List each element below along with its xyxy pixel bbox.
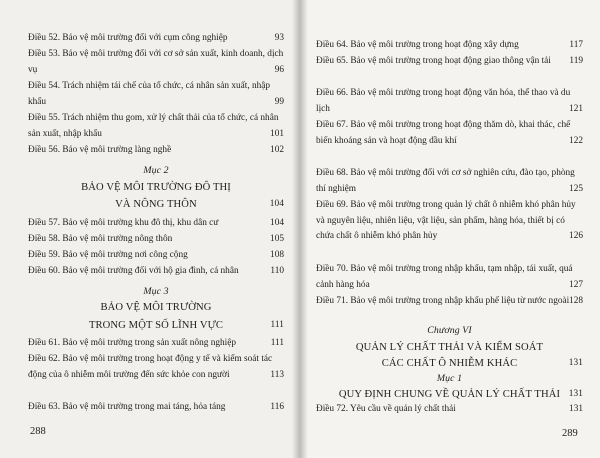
toc-page-number: 104 xyxy=(270,218,284,228)
toc-entry-dieu-66: Điều 66. Bảo vệ môi trường trong hoạt động văn hóa, thể thao và du lịch 121 xyxy=(316,86,583,117)
toc-page-number: 101 xyxy=(270,128,284,139)
toc-entry-dieu-69: Điều 69. Bảo vệ môi trường trong quản lý chất ô nhiễm khó phân hủy và nguyên liệu, nhiên liệu, vật liệu, sản phẩm, hàng hóa, thiết bị có chứa chất ô nhiễm khó phân hủy 126 xyxy=(316,198,583,245)
toc-entry-dieu-67: Điều 67. Bảo vệ môi trường trong hoạt động thăm dò, khai thác, chế biến khoáng sản và hoạt động dầu khí 122 xyxy=(316,118,583,149)
toc-page-number: 117 xyxy=(569,40,583,50)
book-gutter-shadow xyxy=(292,0,308,458)
toc-page-number: 102 xyxy=(270,145,284,155)
toc-page-number: 111 xyxy=(270,320,284,330)
right-page xyxy=(300,0,600,458)
chapter-title-line-2: CÁC CHẤT Ô NHIỄM KHÁC 131 xyxy=(316,356,583,372)
toc-page-number: 121 xyxy=(569,103,583,114)
toc-entry-dieu-54: Điều 54. Trách nhiệm tái chế của tổ chức, cá nhân sản xuất, nhập khẩu 99 xyxy=(28,79,284,110)
toc-entry-dieu-71: Điều 71. Bảo vệ môi trường trong nhập khẩu phế liệu từ nước ngoài 128 xyxy=(316,294,583,310)
toc-page-number: 131 xyxy=(569,404,583,414)
toc-page-number: 131 xyxy=(568,389,583,399)
page-number-left: 288 xyxy=(30,426,46,437)
toc-entry-dieu-52: Điều 52. Bảo vệ môi trường đối với cụm công nghiệp 93 xyxy=(28,31,284,47)
section-title-line-1: BẢO VỆ MÔI TRƯỜNG xyxy=(100,302,212,313)
section-heading-muc-2: Mục 2 xyxy=(143,165,169,176)
toc-page-number: 122 xyxy=(569,135,583,146)
toc-page-number: 93 xyxy=(274,33,284,43)
toc-entry-dieu-63: Điều 63. Bảo vệ môi trường trong mai táng, hỏa táng 116 xyxy=(28,400,284,416)
toc-page-number: 110 xyxy=(270,266,284,276)
section-title-line-2: TRONG MỘT SỐ LĨNH VỰC 111 xyxy=(28,318,284,334)
toc-entry-dieu-53: Điều 53. Bảo vệ môi trường đối với cơ sở sản xuất, kinh doanh, dịch vụ 96 xyxy=(28,47,284,78)
toc-entry-dieu-64: Điều 64. Bảo vệ môi trường trong hoạt động xây dựng 117 xyxy=(316,38,583,54)
chapter-title-line-1: QUẢN LÝ CHẤT THẢI VÀ KIỂM SOÁT xyxy=(355,342,544,353)
section-title-line-1: BẢO VỆ MÔI TRƯỜNG ĐÔ THỊ xyxy=(81,182,231,193)
toc-entry-dieu-55: Điều 55. Trách nhiệm thu gom, xử lý chất thải của tổ chức, cá nhân sản xuất, nhập khẩu 101 xyxy=(28,111,284,142)
toc-page-number: 127 xyxy=(569,279,583,290)
section-title-line-2: VÀ NÔNG THÔN 104 xyxy=(28,197,284,213)
toc-page-number: 131 xyxy=(568,358,583,368)
toc-page-number: 104 xyxy=(269,199,284,209)
toc-page-number: 128 xyxy=(569,296,583,306)
toc-page-number: 105 xyxy=(270,234,284,244)
toc-page-number: 111 xyxy=(270,338,284,348)
toc-entry-dieu-72: Điều 72. Yêu cầu về quản lý chất thải 131 xyxy=(316,402,583,418)
toc-page-number: 108 xyxy=(270,250,284,260)
toc-page-number: 125 xyxy=(569,183,583,194)
toc-entry-dieu-68: Điều 68. Bảo vệ môi trường đối với cơ sở nghiên cứu, đào tạo, phòng thí nghiệm 125 xyxy=(316,166,583,197)
section-heading-muc-3: Mục 3 xyxy=(143,286,169,297)
toc-entry-dieu-59: Điều 59. Bảo vệ môi trường nơi công cộng 108 xyxy=(28,248,284,264)
chapter-heading-chuong-vi: Chương VI xyxy=(427,325,472,336)
toc-entry-dieu-62: Điều 62. Bảo vệ môi trường trong hoạt động y tế và kiểm soát tác động của ô nhiễm môi trường đến sức khỏe con người 113 xyxy=(28,352,284,383)
toc-entry-dieu-65: Điều 65. Bảo vệ môi trường trong hoạt động giao thông vận tải 119 xyxy=(316,54,583,70)
section-heading-muc-1: Mục 1 xyxy=(436,373,463,384)
toc-page-number: 116 xyxy=(270,402,284,412)
toc-entry-dieu-70: Điều 70. Bảo vệ môi trường trong nhập khẩu, tạm nhập, tái xuất, quá cảnh hàng hóa 127 xyxy=(316,262,583,293)
toc-page-number: 99 xyxy=(274,96,284,107)
toc-page-number: 113 xyxy=(270,369,284,380)
toc-entry-dieu-57: Điều 57. Bảo vệ môi trường khu đô thị, khu dân cư 104 xyxy=(28,216,284,232)
toc-page-number: 96 xyxy=(274,64,284,75)
section-title-line-1: QUY ĐỊNH CHUNG VỀ QUẢN LÝ CHẤT THẢI 131 xyxy=(316,387,583,403)
toc-entry-dieu-56: Điều 56. Bảo vệ môi trường làng nghề 102 xyxy=(28,143,284,159)
toc-page-number: 119 xyxy=(569,56,583,66)
toc-entry-dieu-61: Điều 61. Bảo vệ môi trường trong sản xuất nông nghiệp 111 xyxy=(28,336,284,352)
page-number-right: 289 xyxy=(562,428,578,439)
toc-entry-dieu-60: Điều 60. Bảo vệ môi trường đối với hộ gia đình, cá nhân 110 xyxy=(28,264,284,280)
toc-entry-dieu-58: Điều 58. Bảo vệ môi trường nông thôn 105 xyxy=(28,232,284,248)
toc-page-number: 126 xyxy=(569,231,583,241)
